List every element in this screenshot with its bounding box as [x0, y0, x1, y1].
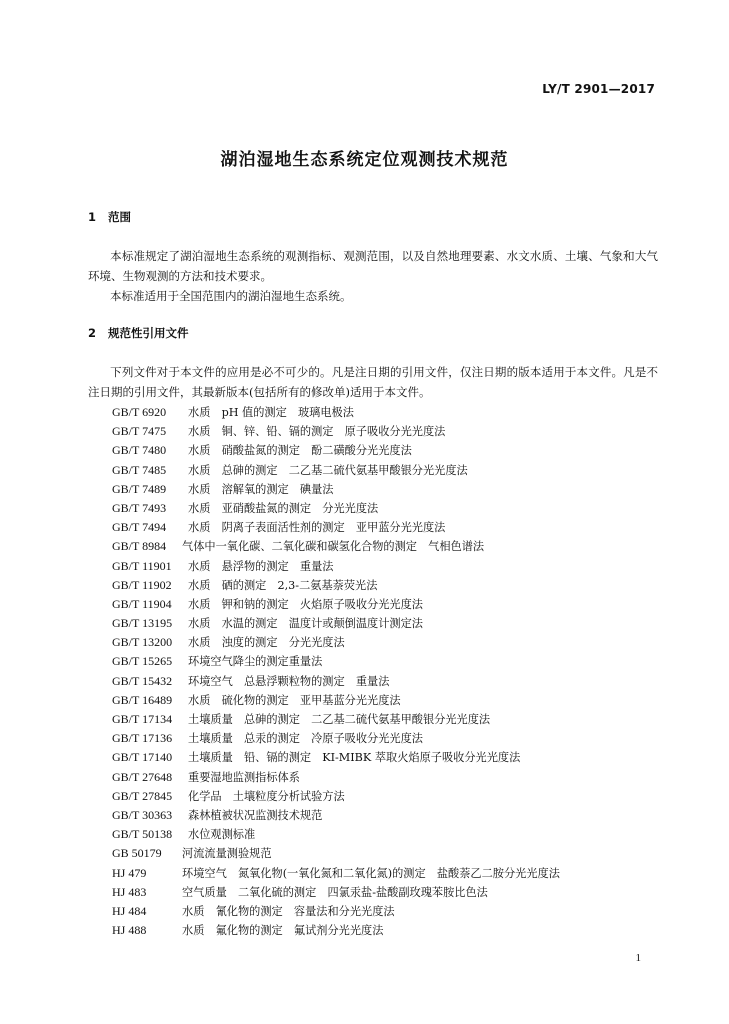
reference-item: GB/T 11901 水质 悬浮物的测定 重量法 — [112, 558, 334, 573]
standard-code: LY/T 2901—2017 — [542, 82, 655, 96]
document-title: 湖泊湿地生态系统定位观测技术规范 — [220, 150, 509, 170]
reference-list — [112, 403, 560, 940]
reference-item: GB/T 13200 水质 浊度的测定 分光光度法 — [112, 635, 345, 650]
reference-item: GB/T 16489 水质 硫化物的测定 亚甲基蓝分光光度法 — [112, 692, 401, 707]
reference-item: GB/T 17140 土壤质量 铅、镉的测定 KI-MIBK 萃取火焰原子吸收分光光度法 — [112, 750, 521, 765]
section-1-number: 1 — [88, 210, 97, 224]
reference-item: GB/T 27845 化学品 土壤粒度分析试验方法 — [112, 788, 345, 803]
reference-item: GB/T 6920 水质 pH 值的测定 玻璃电极法 — [112, 405, 354, 419]
section-2-title: 规范性引用文件 — [108, 326, 189, 340]
reference-item: HJ 488 水质 氟化物的测定 氟试剂分光光度法 — [112, 923, 384, 938]
reference-item: HJ 483 空气质量 二氧化硫的测定 四氯汞盐-盐酸副玫瑰苯胺比色法 — [112, 884, 488, 899]
reference-item: GB/T 13195 水质 水温的测定 温度计或颠倒温度计测定法 — [112, 616, 423, 631]
reference-item: HJ 484 水质 氰化物的测定 容量法和分光光度法 — [112, 903, 395, 918]
reference-item: GB/T 7480 水质 硝酸盐氮的测定 酚二磺酸分光光度法 — [112, 443, 412, 458]
reference-item: GB/T 17136 土壤质量 总汞的测定 冷原子吸收分光光度法 — [112, 731, 423, 746]
section-1-heading — [88, 209, 131, 225]
reference-item: GB/T 7493 水质 亚硝酸盐氮的测定 分光光度法 — [112, 500, 379, 515]
reference-item: GB/T 11904 水质 钾和钠的测定 火焰原子吸收分光光度法 — [112, 596, 423, 611]
reference-item: GB/T 11902 水质 硒的测定 2,3-二氨基萘荧光法 — [112, 577, 378, 592]
reference-item: GB/T 30363 森林植被状况监测技术规范 — [112, 807, 323, 822]
section-1-paragraph-2: 本标准适用于全国范围内的湖泊湿地生态系统。 — [110, 289, 352, 303]
section-1-title: 范围 — [108, 210, 131, 224]
reference-item: GB/T 27648 重要湿地监测指标体系 — [112, 769, 300, 784]
page-number: 1 — [635, 952, 641, 964]
reference-item: GB/T 17134 土壤质量 总砷的测定 二乙基二硫代氨基甲酸银分光光度法 — [112, 712, 491, 726]
section-2-heading — [88, 325, 189, 341]
reference-item: GB 50179 河流流量测验规范 — [112, 846, 272, 861]
section-2-number: 2 — [88, 326, 97, 340]
section-1-paragraph-1: 本标准规定了湖泊湿地生态系统的观测指标、观测范围，以及自然地理要素、水文水质、土壤、气象和大气环境、生物观测的方法和技术要求。 — [88, 249, 658, 283]
reference-item: GB/T 7485 水质 总砷的测定 二乙基二硫代氨基甲酸银分光光度法 — [112, 462, 468, 477]
reference-item: GB/T 7494 水质 阴离子表面活性剂的测定 亚甲蓝分光光度法 — [112, 520, 446, 535]
reference-item: GB/T 50138 水位观测标准 — [112, 827, 256, 842]
reference-item: GB/T 15432 环境空气 总悬浮颗粒物的测定 重量法 — [112, 673, 390, 688]
reference-item: HJ 479 环境空气 氮氧化物(一氧化氮和二氧化氮)的测定 盐酸萘乙二胺分光光度法 — [112, 865, 560, 880]
reference-item: GB/T 15265 环境空气降尘的测定重量法 — [112, 654, 323, 669]
reference-item: GB/T 7489 水质 溶解氧的测定 碘量法 — [112, 481, 334, 496]
reference-item: GB/T 8984 气体中一氧化碳、二氧化碳和碳氢化合物的测定 气相色谱法 — [112, 539, 485, 554]
reference-item: GB/T 7475 水质 铜、锌、铅、镉的测定 原子吸收分光光度法 — [112, 424, 446, 439]
section-2-intro: 下列文件对于本文件的应用是必不可少的。凡是注日期的引用文件，仅注日期的版本适用于本文件。凡是不注日期的引用文件，其最新版本(包括所有的修改单)适用于本文件。 — [88, 365, 658, 399]
